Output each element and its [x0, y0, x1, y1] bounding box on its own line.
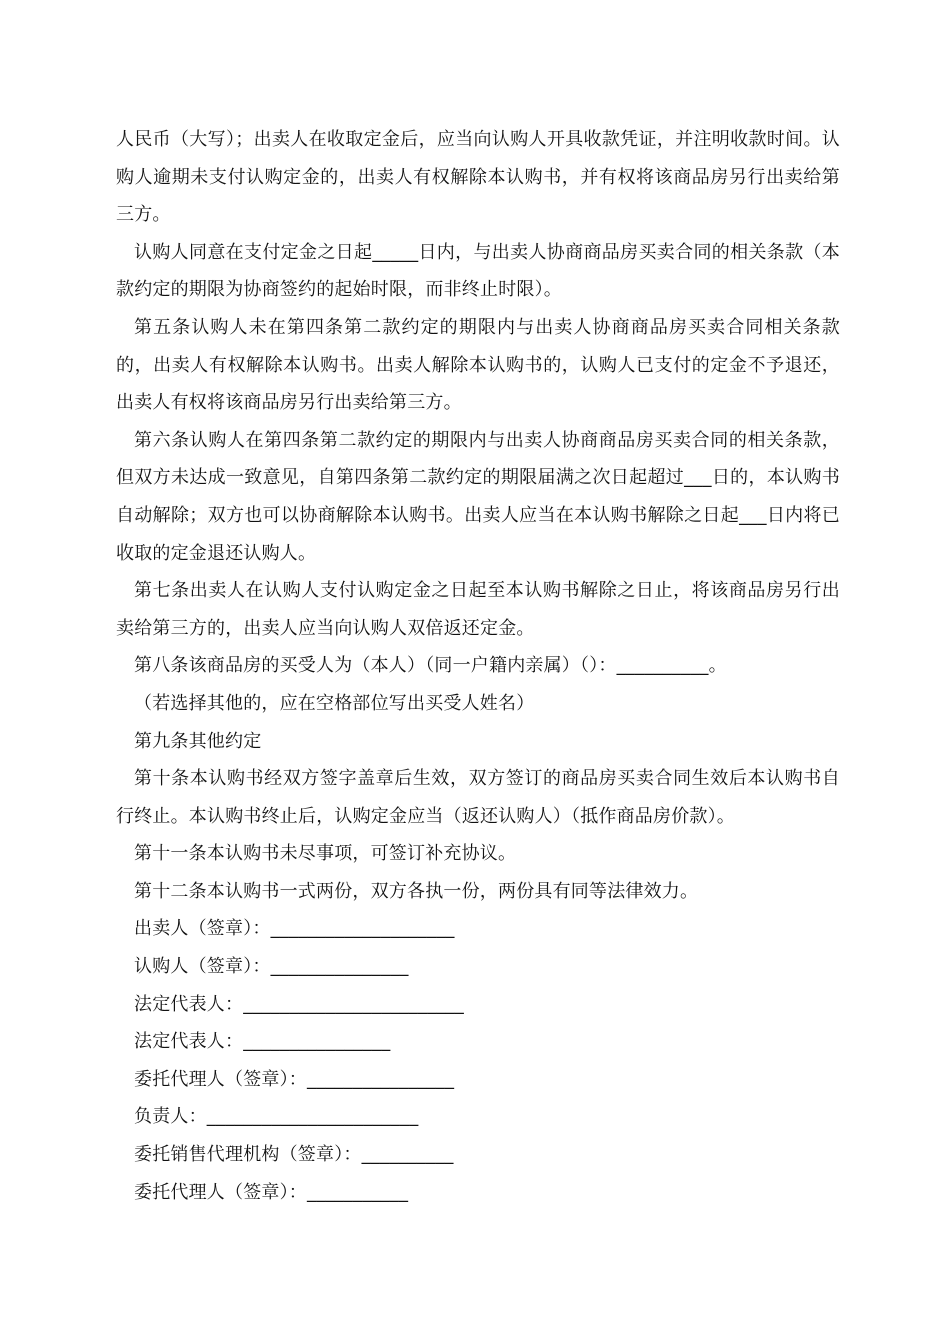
paragraph-article-12: 第十二条本认购书一式两份，双方各执一份，两份具有同等法律效力。 [134, 880, 699, 902]
signature-line-legal-rep-1: 法定代表人：________________________ [134, 993, 464, 1015]
paragraph-article-6: 第六条认购人在第四条第二款约定的期限内与出卖人协商商品房买卖合同的相关条款，但双方未达成一致意见，自第四条第二款约定的期限届满之次日起超过___日的，本认购书自动解除；双方也可以协商解除本认购书。出卖人应当在本认购书解除之日起___日内将已收取的定金退还认购人。 [116, 429, 840, 564]
paragraph-article-8-note: （若选择其他的，应在空格部位写出买受人姓名） [134, 692, 535, 714]
signature-line-legal-rep-2: 法定代表人：________________ [134, 1031, 391, 1053]
signature-line-agent-2: 委托代理人（签章）：___________ [134, 1181, 409, 1203]
paragraph-article-9: 第九条其他约定 [134, 730, 262, 752]
paragraph-article-8: 第八条该商品房的买受人为（本人）（同一户籍内亲属）（）：__________。 [134, 655, 727, 677]
signature-line-responsible-person: 负责人：_______________________ [134, 1106, 419, 1128]
paragraph-article-5: 第五条认购人未在第四条第二款约定的期限内与出卖人协商商品房买卖合同相关条款的，出卖人有权解除本认购书。出卖人解除本认购书的，认购人已支付的定金不予退还，出卖人有权将该商品房另行出卖给第三方。 [116, 316, 840, 414]
document-body [116, 121, 840, 1211]
paragraph-negotiation-period: 认购人同意在支付定金之日起_____日内，与出卖人协商商品房买卖合同的相关条款（本款约定的期限为协商签约的起始时限，而非终止时限）。 [116, 241, 840, 301]
signature-line-seller: 出卖人（签章）：____________________ [134, 918, 455, 940]
paragraph-article-7: 第七条出卖人在认购人支付认购定金之日起至本认购书解除之日止，将该商品房另行出卖给第三方的，出卖人应当向认购人双倍返还定金。 [116, 580, 840, 639]
signature-line-sales-agency: 委托销售代理机构（签章）：__________ [134, 1144, 454, 1166]
signature-line-agent-1: 委托代理人（签章）：________________ [134, 1068, 455, 1090]
paragraph-article-10: 第十条本认购书经双方签字盖章后生效，双方签订的商品房买卖合同生效后本认购书自行终止。本认购书终止后，认购定金应当（返还认购人）（抵作商品房价款）。 [116, 768, 840, 827]
paragraph-article-11: 第十一条本认购书未尽事项，可签订补充协议。 [134, 843, 517, 865]
signature-line-buyer: 认购人（签章）：_______________ [134, 956, 409, 978]
paragraph-deposit-receipt: 人民币（大写）；出卖人在收取定金后，应当向认购人开具收款凭证，并注明收款时间。认购人逾期未支付认购定金的，出卖人有权解除本认购书，并有权将该商品房另行出卖给第三方。 [116, 129, 840, 226]
